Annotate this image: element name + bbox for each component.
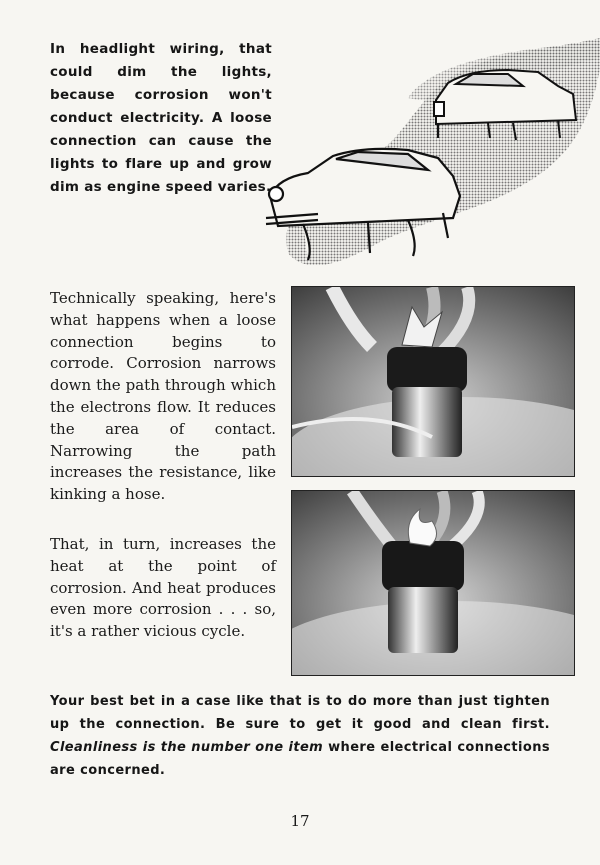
closing-emphasis: Cleanliness is the number one item bbox=[50, 740, 324, 755]
body-paragraph-corrosion: Technically speaking, here's what happens when a loose connection begins to corrode. Corrosion narrows down the path through which the electrons flow. It reduces the area of contact. Narrowing the path increases the resistance, like kinking a hose. bbox=[50, 289, 276, 504]
body-paragraph-heat: That, in turn, increases the heat at the point of corrosion. And heat produces even more corrosion . . . so, it's a rather vicious cycle. bbox=[50, 535, 276, 641]
socket-photo-heat bbox=[291, 490, 575, 676]
socket-photo-arrow bbox=[291, 286, 575, 477]
intro-paragraph: In headlight wiring, that could dim the lights, because corrosion won't conduct electricity. A loose connection can cause the lights to flare up and grow dim as engine speed varies. bbox=[50, 41, 272, 195]
closing-text-2: where electrical connections are concerned. bbox=[50, 740, 550, 778]
page-number: 17 bbox=[290, 812, 310, 830]
closing-text-1: Your best bet in a case like that is to do more than just tighten up the connection. Be sure to get it good and clean first. bbox=[50, 694, 550, 732]
closing-paragraph bbox=[50, 690, 550, 782]
cars-illustration bbox=[258, 28, 600, 290]
